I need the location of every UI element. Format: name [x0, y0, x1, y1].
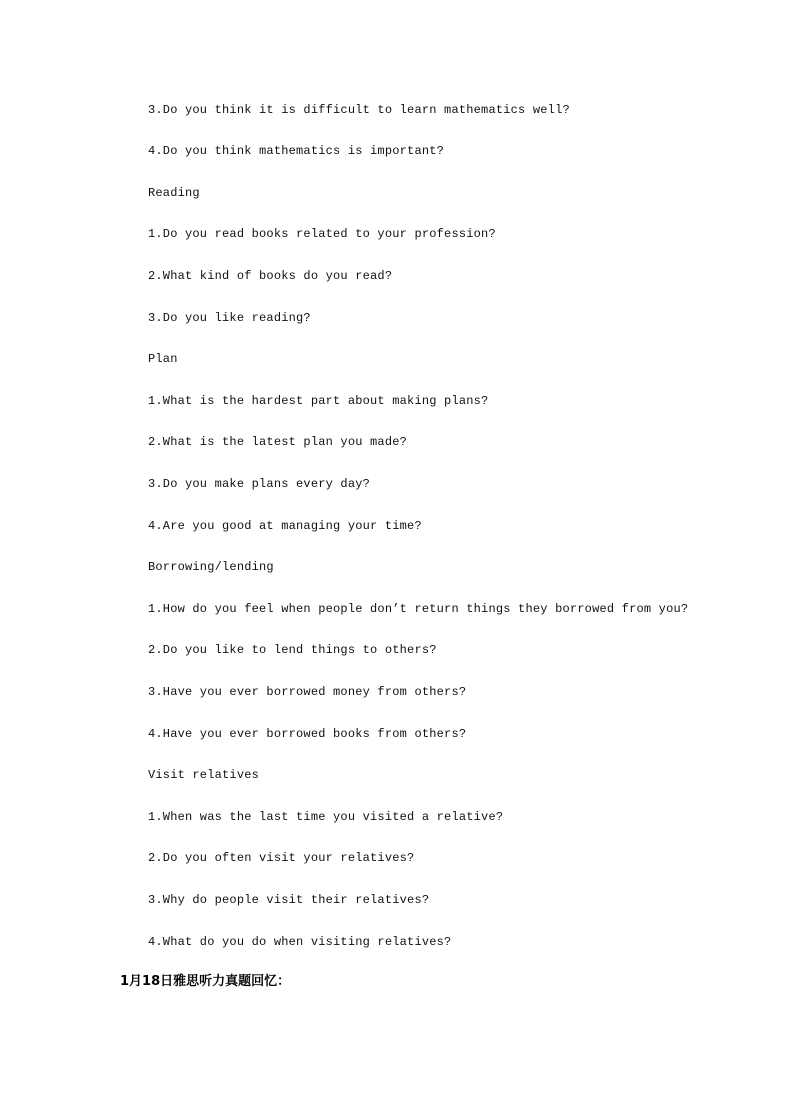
question-line: 2.What kind of books do you read?: [148, 269, 393, 283]
question-line: 1.How do you feel when people don’t return things they borrowed from you?: [148, 602, 689, 616]
question-line: 2.What is the latest plan you made?: [148, 435, 408, 449]
question-line: 4.What do you do when visiting relatives?: [148, 935, 452, 949]
question-line: 3.Do you like reading?: [148, 311, 311, 325]
question-line: 3.Why do people visit their relatives?: [148, 893, 430, 907]
section-title-borrowing: Borrowing/lending: [148, 560, 274, 574]
listening-recall-heading: 1月18日雅思听力真题回忆：: [120, 974, 291, 989]
question-line: 1.Do you read books related to your profession?: [148, 227, 496, 241]
question-line: 1.When was the last time you visited a relative?: [148, 810, 504, 824]
question-line: 2.Do you often visit your relatives?: [148, 851, 415, 865]
section-title-plan: Plan: [148, 352, 178, 366]
question-line: 3.Have you ever borrowed money from others?: [148, 685, 467, 699]
question-line: 2.Do you like to lend things to others?: [148, 643, 437, 657]
question-line: 4.Are you good at managing your time?: [148, 519, 422, 533]
question-line: 4.Do you think mathematics is important?: [148, 144, 445, 158]
section-title-visit-relatives: Visit relatives: [148, 768, 260, 782]
question-line: 3.Do you make plans every day?: [148, 477, 371, 491]
section-title-reading: Reading: [148, 186, 200, 200]
question-line: 3.Do you think it is difficult to learn mathematics well?: [148, 103, 570, 117]
question-line: 4.Have you ever borrowed books from others?: [148, 727, 467, 741]
question-line: 1.What is the hardest part about making plans?: [148, 394, 489, 408]
